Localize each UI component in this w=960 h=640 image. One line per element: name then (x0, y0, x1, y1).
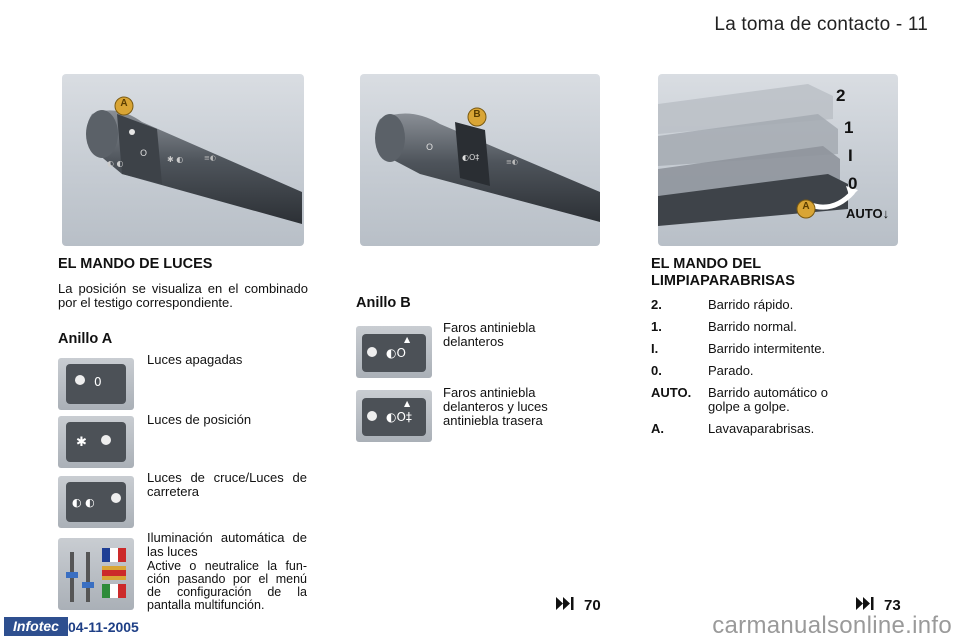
lights-intro-text: La posición se visualiza en el combinado por el testigo correspondiente. (58, 281, 308, 310)
page-title: La toma de contacto - 11 (714, 14, 928, 35)
side-lights-label: Luces de posición (147, 412, 252, 427)
auto-lighting-label: Iluminación automática de las luces (147, 530, 307, 559)
svg-text:◐O‡: ◐O‡ (462, 153, 480, 162)
lights-off-thumb (58, 358, 134, 410)
svg-text:≡◐: ≡◐ (204, 154, 216, 162)
lights-off-label: Luces apagadas (147, 352, 243, 367)
svg-text:◐O: ◐O (386, 346, 406, 360)
ring-b-badge-label: B (473, 109, 481, 120)
dipped-main-beam-thumb (58, 476, 134, 528)
fog-stalk-photo (360, 74, 600, 246)
side-lights-thumb (58, 416, 134, 468)
front-rear-fog-label: Faros antiniebla delanteros y luces antiniebla trasera (443, 385, 548, 428)
page-ref-70[interactable] (556, 597, 601, 614)
wiper-item-text: Barrido rápido. (708, 297, 794, 312)
svg-text:✱: ✱ (76, 435, 87, 450)
auto-lighting-note: Active o neutralice la fun-ción pasando por el menú de configuración de la pantalla multifunción. (147, 559, 307, 612)
wiper-item-key: 2. (651, 297, 662, 312)
svg-text:▲: ▲ (404, 335, 411, 344)
pos-2-label: 2 (836, 86, 846, 105)
pos-0-label: 0 (848, 174, 858, 193)
front-fog-thumb (356, 326, 432, 378)
svg-text:◐O‡: ◐O‡ (386, 410, 412, 424)
wiper-item-key: I. (651, 341, 659, 356)
fast-forward-icon (556, 597, 576, 614)
wiper-item-a (651, 422, 881, 438)
wiper-item-1 (651, 320, 881, 336)
wiper-item-i (651, 342, 881, 358)
page-ref-number: 70 (584, 597, 601, 614)
light-stalk-photo (62, 74, 304, 246)
front-rear-fog-thumb (356, 390, 432, 442)
wiper-item-auto (651, 386, 881, 416)
ring-a-heading: Anillo A (58, 331, 113, 347)
wiper-item-text: Barrido intermitente. (708, 341, 826, 356)
auto-label: AUTO↓ (846, 206, 890, 221)
svg-text:◐ ◐: ◐ ◐ (72, 496, 95, 509)
wiper-heading-line-2: LIMPIAPARABRISAS (651, 273, 795, 289)
wiper-item-0 (651, 364, 881, 380)
ring-a-badge-label: A (120, 98, 128, 109)
wiper-item-key: AUTO. (651, 385, 692, 400)
print-date: 04-11-2005 (68, 619, 139, 635)
lights-section-heading: EL MANDO DE LUCES (58, 256, 213, 272)
svg-text:0: 0 (94, 375, 102, 389)
wiper-item-2 (651, 298, 881, 314)
svg-text:O: O (426, 143, 434, 153)
page-ref-number: 73 (884, 597, 901, 614)
front-fog-label: Faros antiniebla delanteros (443, 320, 536, 349)
wiper-item-key: 0. (651, 363, 662, 378)
wiper-item-text: Parado. (708, 363, 754, 378)
pos-i-label: I (848, 146, 853, 165)
infotec-logo: Infotec (4, 617, 68, 636)
wiper-heading-line-1: EL MANDO DEL (651, 256, 762, 272)
svg-text:▲: ▲ (404, 399, 411, 408)
ring-b-heading: Anillo B (356, 295, 411, 311)
auto-lighting-thumb (58, 538, 134, 610)
wiper-item-text: Barrido normal. (708, 319, 797, 334)
wiper-item-text: Lavavaparabrisas. (708, 421, 815, 436)
wiper-item-key: 1. (651, 319, 662, 334)
svg-text:◐ ◐: ◐ ◐ (107, 159, 124, 168)
svg-text:✱ ◐: ✱ ◐ (167, 155, 184, 164)
ring-a-wiper-badge-label: A (802, 201, 810, 212)
svg-text:≡◐: ≡◐ (506, 158, 518, 166)
watermark: carmanualsonline.info (712, 612, 952, 639)
wiper-item-text: Barrido automático o golpe a golpe. (708, 385, 828, 414)
wiper-stalk-photo (658, 74, 898, 246)
wiper-item-key: A. (651, 421, 664, 436)
dipped-main-beam-label: Luces de cruce/Luces de carretera (147, 470, 307, 499)
pos-1-label: 1 (844, 118, 854, 137)
svg-text:O: O (140, 149, 148, 159)
